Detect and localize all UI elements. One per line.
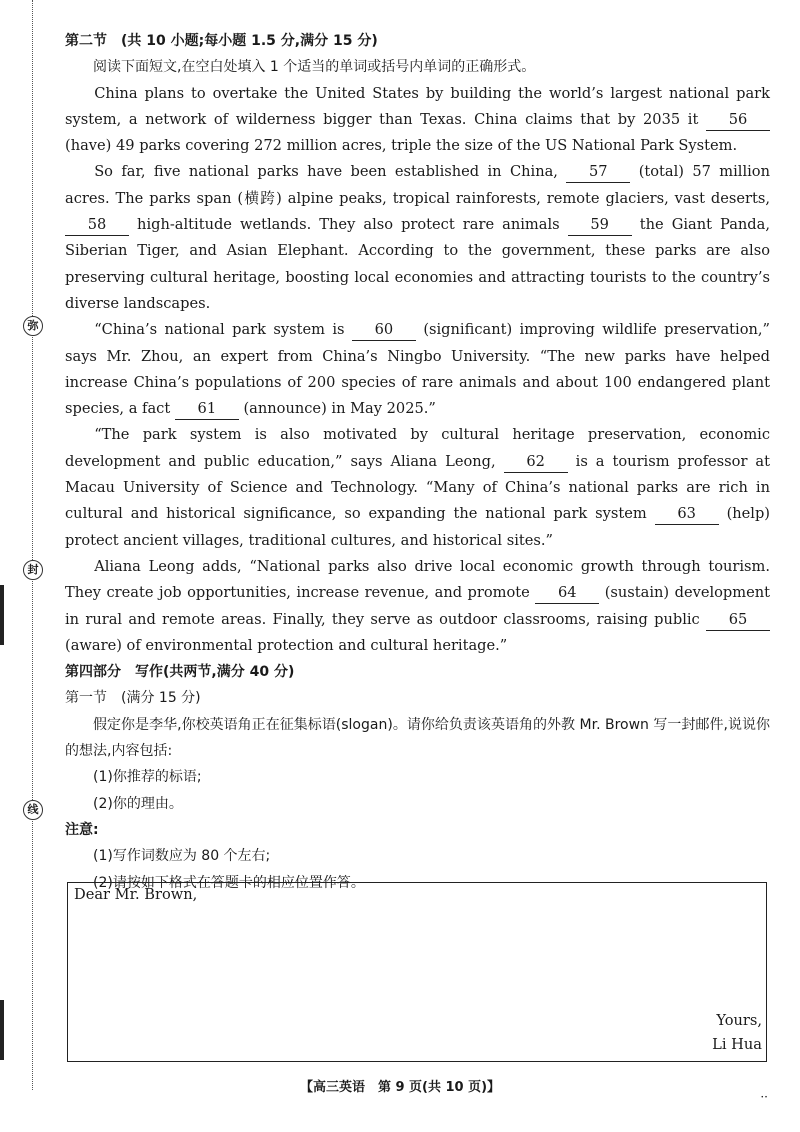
margin-seal-xian: 线 — [23, 800, 43, 820]
writing-prompt: 假定你是李华,你校英语角正在征集标语(slogan)。请你给负责该英语角的外教 Mr. Brown 写一封邮件,说说你的想法,内容包括: — [65, 716, 770, 760]
note-1: (1)写作词数应为 80 个左右; — [93, 848, 271, 865]
section2-heading: 第二节 (共 10 小题;每小题 1.5 分,满分 15 分) — [65, 33, 378, 49]
passage-paragraph-3 — [65, 317, 770, 422]
text: (total) 57 million acres. The parks span (横跨) alpine peaks, tropical rainforests, remote glaciers, vast deserts, — [65, 163, 770, 207]
text: is a tourism professor at Macau University of Science and Technology. “Many of China’s national parks are rich in cultural and historical significance, so expanding the national park system — [65, 452, 770, 523]
blank-58[interactable]: 58 — [65, 215, 129, 236]
notes-label: 注意: — [65, 821, 99, 838]
prompt-item-1: (1)你推荐的标语; — [93, 769, 202, 786]
passage-paragraph-4 — [65, 422, 770, 553]
letter-closing-yours: Yours, — [716, 1012, 762, 1029]
text: So far, five national parks have been established in China, — [94, 163, 567, 181]
letter-answer-box[interactable] — [67, 882, 767, 1062]
note-2: (2)请按如下格式在答题卡的相应位置作答。 — [93, 874, 365, 891]
page-content — [65, 28, 770, 896]
text: (have) 49 parks covering 272 million acres, triple the size of the US National Park System. — [65, 137, 738, 155]
text: (announce) in May 2025.” — [238, 400, 436, 418]
blank-63[interactable]: 63 — [655, 504, 719, 525]
text: (help) protect ancient villages, traditional cultures, and historical sites.” — [65, 505, 770, 549]
text: (sustain) development in rural and remote areas. Finally, they serve as outdoor classrooms, raising public — [65, 584, 770, 628]
text: the Giant Panda, Siberian Tiger, and Asian Elephant. According to the government, these parks are also preserving cultural heritage, boosting local economies and attracting tourists to the country’s diverse landscapes. — [65, 216, 770, 312]
blank-59[interactable]: 59 — [568, 215, 632, 236]
margin-seal-mi: 弥 — [23, 316, 43, 336]
letter-greeting: Dear Mr. Brown, — [74, 886, 198, 903]
text: (significant) improving wildlife preservation,” says Mr. Zhou, an expert from China’s Ningbo University. “The new parks have helped increase China’s populations of 200 species of rare animals and about 100 endangered plant species, a fact — [65, 321, 770, 418]
blank-61[interactable]: 61 — [175, 399, 239, 420]
text: Aliana Leong adds, “National parks also drive local economic growth through tourism. They create job opportunities, increase revenue, and promote — [65, 557, 770, 602]
text: “The park system is also motivated by cultural heritage preservation, economic development and public education,” says Aliana Leong, — [65, 426, 770, 470]
page-footer: 【高三英语 第 9 页(共 10 页)】 — [299, 1080, 501, 1095]
blank-57[interactable]: 57 — [566, 162, 630, 183]
binding-dotted-line — [32, 0, 33, 1090]
blank-56[interactable]: 56 — [706, 110, 770, 131]
corner-mark: ·· — [760, 1090, 768, 1104]
text: “China’s national park system is — [94, 321, 352, 339]
prompt-item-2: (2)你的理由。 — [93, 795, 183, 812]
passage-paragraph-2 — [65, 159, 770, 317]
blank-65[interactable]: 65 — [706, 610, 770, 631]
letter-closing-signature: Li Hua — [712, 1036, 762, 1053]
blank-60[interactable]: 60 — [352, 320, 416, 341]
section2-instruction: 阅读下面短文,在空白处填入 1 个适当的单词或括号内单词的正确形式。 — [93, 59, 536, 76]
part4-section1-heading: 第一节 (满分 15 分) — [65, 690, 201, 707]
margin-edge-mark-bottom — [0, 1000, 4, 1060]
passage-paragraph-1 — [65, 81, 770, 160]
text: China plans to overtake the United States by building the world’s largest national park system, a network of wilderness bigger than Texas. China claims that by 2035 it — [65, 84, 770, 128]
passage-paragraph-5 — [65, 554, 770, 659]
blank-62[interactable]: 62 — [504, 452, 568, 473]
letter-closing — [712, 1009, 762, 1057]
margin-seal-feng: 封 — [23, 560, 43, 580]
part4-heading: 第四部分 写作(共两节,满分 40 分) — [65, 664, 295, 681]
blank-64[interactable]: 64 — [535, 583, 599, 604]
text: (aware) of environmental protection and cultural heritage.” — [65, 636, 508, 654]
margin-edge-mark — [0, 585, 4, 645]
text: high-altitude wetlands. They also protect rare animals — [129, 216, 568, 234]
